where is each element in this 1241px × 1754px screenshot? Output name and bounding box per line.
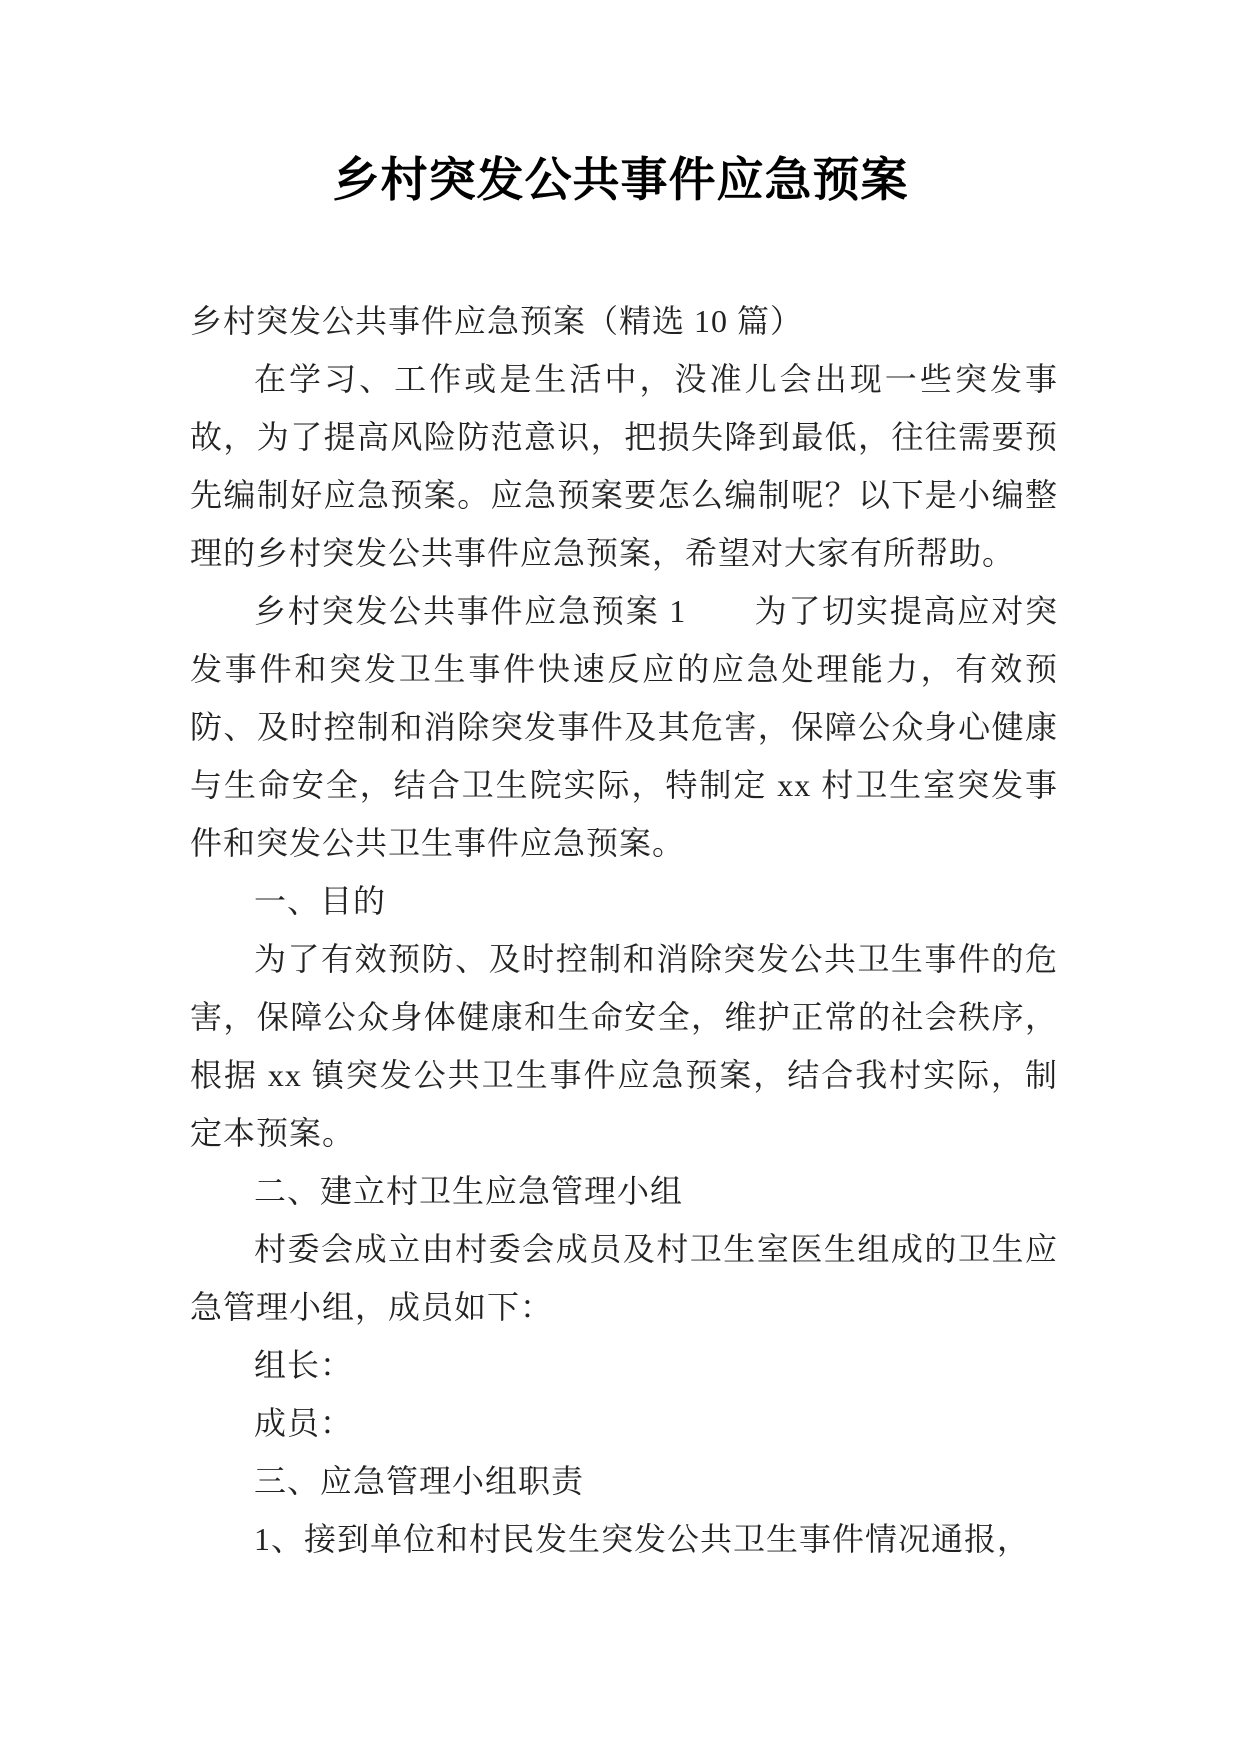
- paragraph: 为了有效预防、及时控制和消除突发公共卫生事件的危害，保障公众身体健康和生命安全，维护正常的社会秩序，根据 xx 镇突发公共卫生事件应急预案，结合我村实际，制定本预案。: [190, 941, 1058, 1151]
- paragraph-section-heading: 三、应急管理小组职责: [254, 1463, 585, 1499]
- paragraph: 成员：: [254, 1405, 354, 1441]
- document-title: 乡村突发公共事件应急预案: [332, 155, 909, 207]
- paragraph: 村委会成立由村委会成员及村卫生室医生组成的卫生应急管理小组，成员如下：: [190, 1231, 1058, 1325]
- paragraph: 在学习、工作或是生活中，没准儿会出现一些突发事故，为了提高风险防范意识，把损失降到最低，往往需要预先编制好应急预案。应急预案要怎么编制呢？以下是小编整理的乡村突发公共事件应急预案，希望对大家有所帮助。: [190, 361, 1058, 571]
- paragraph: 组长：: [254, 1347, 354, 1383]
- paragraph-section-heading: 二、建立村卫生应急管理小组: [254, 1173, 684, 1209]
- paragraph-section-heading: 一、目的: [254, 883, 387, 919]
- paragraph: 1、接到单位和村民发生突发公共卫生事件情况通报，: [254, 1521, 1031, 1557]
- paragraph: 乡村突发公共事件应急预案（精选 10 篇）: [190, 303, 804, 339]
- paragraph: 乡村突发公共事件应急预案 1 为了切实提高应对突发事件和突发卫生事件快速反应的应急处理能力，有效预防、及时控制和消除突发事件及其危害，保障公众身心健康与生命安全，结合卫生院实际，特制定 xx 村卫生室突发事件和突发公共卫生事件应急预案。: [190, 593, 1058, 861]
- document-body: [190, 292, 1058, 1568]
